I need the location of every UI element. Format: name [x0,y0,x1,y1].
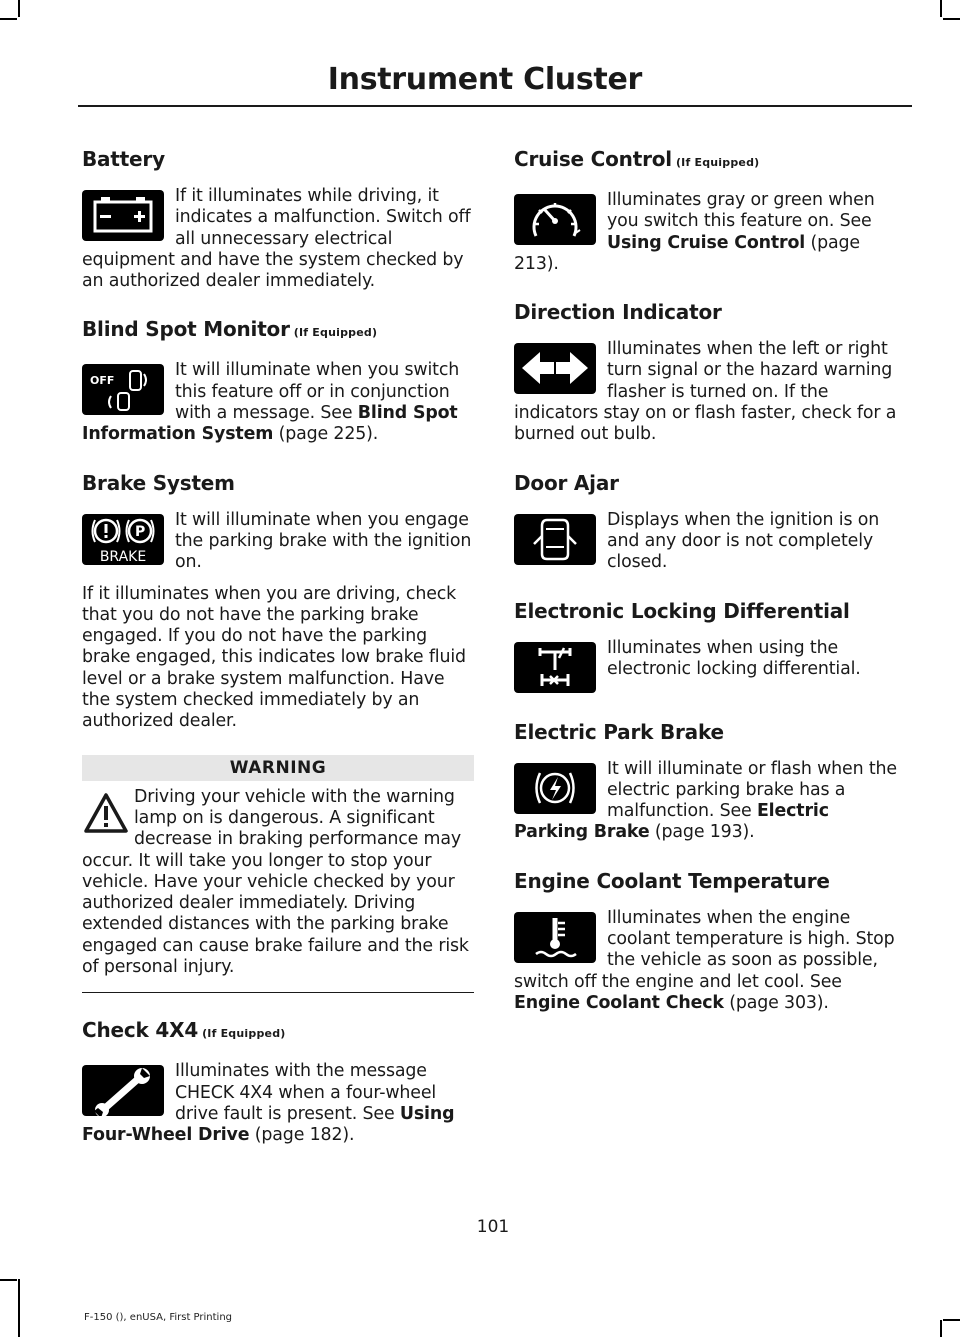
section-blind-spot [82,314,474,445]
blind-spot-link[interactable]: Blind Spot Information System [82,403,458,445]
section-heading: Direction Indicator [514,300,722,325]
warning-text: Driving your vehicle with the warning lamp on is dangerous. A significant decrease in braking performance may occur. It will take you longer to stop your vehicle. Have your vehicle checked by your authorized dealer immediately. Driving extended distances with the parking brake engaged can cause brake failure and the risk of personal injury. [82,786,469,978]
battery-icon [82,190,164,241]
footer-text: F-150 (), enUSA, First Printing [84,1312,233,1323]
crop-mark [0,1279,17,1281]
section-cruise-control [514,144,906,275]
turn-signal-arrows-icon [514,343,596,394]
section-heading: Engine Coolant Temperature [514,868,830,893]
direction-indicator-text: Illuminates when the left or right turn signal or the hazard warning flasher is turned on. If the indicators stay on or flash faster, check for a burned out bulb. [514,339,897,445]
page-header [78,60,912,107]
door-ajar-car-icon [514,514,596,565]
electric-park-brake-icon [514,763,596,814]
brake-system-text-2: If it illuminates when you are driving, check that you do not have the parking brake engaged. If you do not have the parking brake engaged, this indicates low brake fluid level or a brake system malfunction. Have the system checked immediately by an authorized dealer. [82,583,466,732]
warning-triangle-icon [82,791,130,837]
section-heading: Electronic Locking Differential [514,598,850,623]
section-check-4x4 [82,1015,474,1146]
cruise-control-link[interactable]: Using Cruise Control [607,232,806,253]
check-4x4-text: Illuminates with the message CHECK 4X4 when a four-wheel drive fault is present. See Using Four-Wheel Drive (page 182). [82,1061,455,1146]
section-battery [82,144,474,292]
brake-system-text: It will illuminate when you engage the parking brake with the ignition on. [175,509,472,573]
crop-mark [940,0,942,17]
section-heading: Cruise Control (If Equipped) [514,147,760,171]
speedometer-icon [514,194,596,245]
left-column [82,144,474,1169]
brake-icon-label: BRAKE [99,548,147,565]
four-wheel-drive-link[interactable]: Using Four-Wheel Drive [82,1103,455,1146]
crop-mark [18,0,20,17]
brake-warning-icon [82,514,164,565]
locking-diff-text: Illuminates when using the electronic locking differential. [607,637,861,679]
crop-mark [940,1320,942,1337]
section-heading: Brake System [82,470,235,495]
section-locking-diff [514,596,906,695]
park-brake-text: It will illuminate or flash when the electric parking brake has a malfunction. See Electric Parking Brake (page 193). [514,758,897,843]
section-direction-indicator [514,297,906,445]
section-heading: Blind Spot Monitor (If Equipped) [82,317,378,342]
section-heading: Check 4X4 (If Equipped) [82,1018,286,1043]
warning-box [82,755,474,994]
locking-differential-icon [514,642,596,693]
page-number: 101 [476,1217,510,1237]
crop-mark [943,1319,960,1321]
coolant-temperature-icon [514,912,596,963]
page-title: Instrument Cluster [327,62,642,97]
section-brake-system [82,468,474,733]
section-heading: Door Ajar [514,470,619,495]
battery-text: If it illuminates while driving, it indicates a malfunction. Switch off all unnecessary electrical equipment and have the system checked by an authorized dealer immediately. [82,186,471,292]
door-ajar-text: Displays when the ignition is on and any door is not completely closed. [607,509,880,573]
section-door-ajar [514,468,906,574]
blind-spot-icon-label: OFF [90,374,115,388]
coolant-text: Illuminates when the engine coolant temperature is high. Stop the vehicle as soon as possible, switch off the engine and let cool. See Engine Coolant Check (page 303). [514,907,895,1013]
warning-title: WARNING [82,755,474,781]
section-heading: Battery [82,147,165,171]
cruise-control-text: Illuminates gray or green when you switch this feature on. See Using Cruise Control (page 213). [514,190,875,274]
coolant-check-link[interactable]: Engine Coolant Check [514,992,724,1013]
crop-mark [18,1279,20,1337]
crop-mark [0,18,17,20]
park-brake-link[interactable]: Electric Parking Brake [514,801,829,843]
section-coolant [514,866,906,1014]
blind-spot-text: It will illuminate when you switch this feature off or in conjunction with a message. See Blind Spot Information System (page 225). [82,360,460,445]
blind-spot-off-icon [82,364,164,415]
section-park-brake [514,717,906,844]
crop-mark [943,18,960,20]
wrench-icon [82,1065,164,1116]
section-heading: Electric Park Brake [514,719,724,744]
right-column [514,144,906,1036]
svg-text:P: P [135,523,146,540]
